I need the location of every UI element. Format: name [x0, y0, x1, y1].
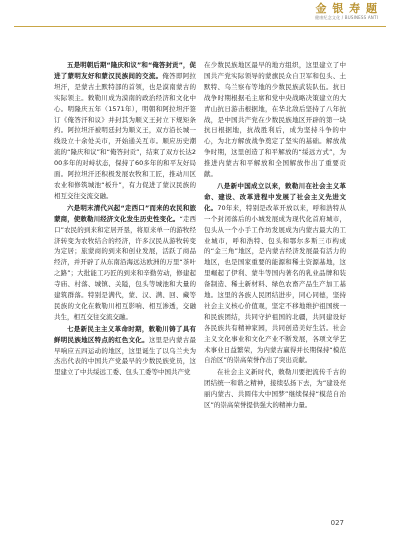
magazine-title: 金 银 寿 题	[315, 2, 378, 15]
paragraph-lead: 八是新中国成立以来，敕勒川在社会主义革命、建设、改革进程中发展了社会主义先进文化。	[204, 181, 346, 212]
paragraph-seven	[54, 324, 196, 379]
paragraph-text: 俺答即阿拉坦汗，是蒙古土默特部的首领，也是漠南蒙古的实际领主。敕勒川成为漠南的政治经济和文化中心。明隆庆五年（1571年），明朝和阿拉坦汗签订《俺答汗和议》并封其为顺义王封立下规矩条约。阿拉坦汗被明廷封为顺义王，双方沿长城一线设立十余处关市，开始通关互市。顺应历史潮流的“隆庆和议”和“俺答封贡”，结束了双方长达200多年的对峙状态，保持了60多年的和平友好局面。阿拉坦汗还积极发展农牧和工匠，推动川区农业和修筑城池“板升”，有力促进了蒙汉民族的相互交往交流交融。	[54, 71, 196, 200]
paragraph-text: 70年来，特别是改革开放以来，呼和浩特从一个封闭落后的小城发展成为现代化首府城市，包头从一个小手工作坊发展成为内蒙古最大的工业城市，呼和浩特、包头和鄂尔多斯三市构成的“金三角”地区，是内蒙古经济发展最有活力的地区，也是国家重要的能源和稀土资源基地，这里崛起了伊利、蒙牛等国内著名的乳业品牌和装备制造、稀土新材料、绿色农畜产品生产加工基地。这里的各族人民团结进步，同心同德，坚持社会主义核心价值观，坚定不移地维护祖国统一和民族团结，共同守护祖国的北疆，共同建设好各民族共有精神家园，共同创造美好生活。社会主义文化事业和文化产业不断发展，各项文学艺术事业日益繁荣，为内蒙古赢得并长期保持“模范自治区”的崇高荣誉作出了突出贡献。	[204, 203, 346, 365]
paragraph-lead: 五是明朝后期“隆庆和议”和“俺答封贡”，促进了蒙明友好和蒙汉民族间的交流。	[54, 61, 196, 80]
magazine-brand	[315, 3, 378, 21]
page-header	[0, 0, 400, 34]
page-number: 027	[330, 519, 344, 527]
paragraph-conclusion	[204, 367, 346, 411]
left-column	[54, 60, 196, 510]
right-column	[204, 60, 346, 510]
paragraph-lead: 七是新民主主义革命时期，敕勒川铸了具有鲜明民族地区特点的红色文化。	[54, 324, 196, 344]
paragraph-text: 在少数民族地区最早的地方组织，这里建立了中国共产党实际领导的蒙旗民众自卫军和包头、土默特、乌兰察布等地的少数民族武装队伍。抗日战争时期根据毛主席和党中央战略决策建立的大青山抗日游击根据地，在华北敌后坚持了八年抗战，是中国共产党在少数民族地区开辟的第一块抗日根据地，抗战胜利后，成为坚持斗争的中心，为北方解放战争奠定了坚实的基础。解放战争时期，这里创造了和平解放的“绥远方式”，为推进内蒙古和平解放和全国解放作出了重要贡献。	[204, 61, 346, 179]
paragraph-eight	[204, 181, 346, 366]
paragraph-text: “走西口”农民的到来和定居开垦，将原来单一的游牧经济转变为农牧结合的经济，许多汉民从游牧转变为定居；旅蒙商的到来和创业发展，活跃了商品经济，并开辟了从东南沿海远达欧洲的万里“茶叶之路”；大批能工巧匠的到来和辛勤劳动，修建起寺庙、村落、城镇、关隘，包头等城池和大量的建筑群落。特别是满代，蒙、汉、满、回、藏等民族的文化在敕勒川相互影响、相互渗透，交融共生，相互交往交流交融。	[54, 214, 196, 321]
paragraph-text: 这里是内蒙古最早响应五四运动的地区，这里诞生了以乌兰夫为杰出代表的中国共产党最早的少数民族党员，这里建立了中共绥远工委、包头工委等中国共产党	[54, 335, 196, 377]
article-body	[54, 60, 346, 510]
paragraph-five	[54, 60, 196, 202]
paragraph-six	[54, 203, 196, 323]
paragraph-seven-continued	[204, 60, 346, 180]
paragraph-text: 在社会主义新时代，敕勒川要把流传千古的团结统一和谐之精神，接续弘扬下去，为“建设亮丽内蒙古、共圆伟大中国梦”继续保持“模范自治区”的崇高荣誉提供强大的精神力量。	[204, 368, 346, 410]
magazine-subtitle: 健康纪念文化 / BUSINESS ANTI	[315, 15, 378, 20]
header-divider	[14, 26, 386, 27]
paragraph-lead: 六是明末清代兴起“走西口”而来的农民和旅蒙商，使敕勒川经济文化发生历史性变化。	[54, 203, 196, 223]
